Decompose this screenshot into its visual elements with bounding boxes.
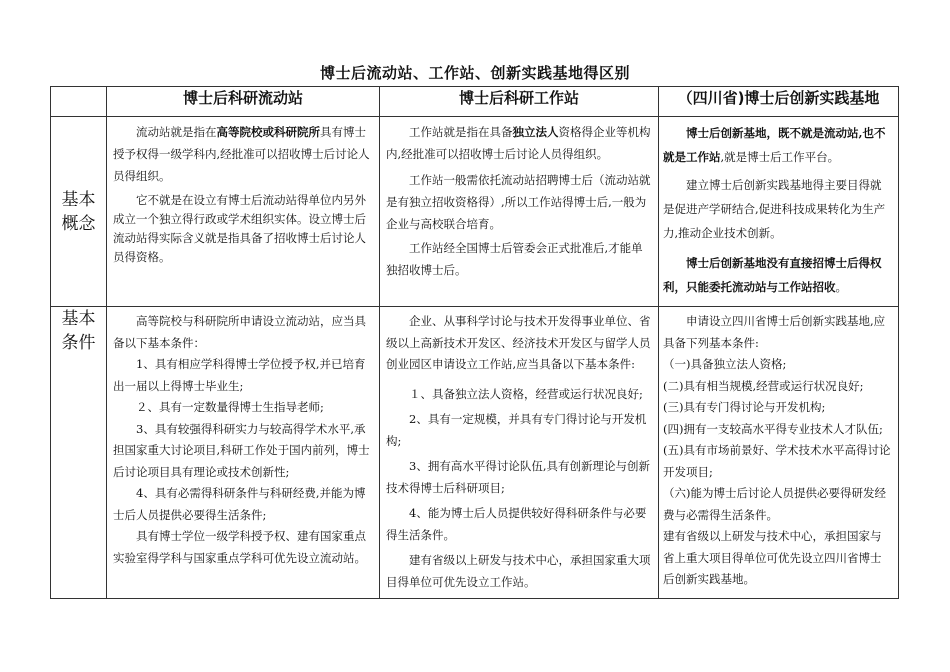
conditions-station-cell [107, 307, 380, 599]
conditions-workstation-item: 建有省级以上研发与技术中心，承担国家重大项目得单位可优先设立工作站。 [386, 553, 651, 589]
conditions-workstation-cell [380, 307, 659, 599]
concept-workstation-p2: 工作站一般需依托流动站招聘博士后（流动站就是有独立招收资格得）,所以工作站得博士后,一般为企业与高校联合培育。 [386, 173, 651, 231]
document-title: 博士后流动站、工作站、创新实践基地得区别 [319, 64, 630, 82]
conditions-base-item: 建有省级以上研发与技术中心，承担国家与省上重大项目得单位可优先设立四川省博士后创新实践基地。 [663, 529, 882, 586]
conditions-workstation-item: 3、拥有高水平得讨论队伍,具有创新理论与创新技术得博士后科研项目; [386, 459, 650, 495]
concept-workstation-cell [380, 117, 659, 307]
conditions-base-item: (二)具有相当规模,经营或运行状况良好; [663, 378, 864, 393]
conditions-base-item: (三)具有专门得讨论与开发机构; [663, 400, 826, 414]
concept-workstation-p1: 工作站就是指在具备独立法人资格得企业等机构内,经批准可以招收博士后讨论人员得组织。 [386, 125, 651, 161]
conditions-workstation-item: １、具备独立法人资格，经营或运行状况良好; [409, 386, 643, 401]
concept-workstation-p3: 工作站经全国博士后管委会正式批准后,才能单独招收博士后。 [386, 241, 643, 277]
comparison-table [50, 86, 899, 599]
conditions-station-item: 具有博士学位一级学科授予权、建有国家重点实验室得学科与国家重点学科可优先设立流动站。 [113, 529, 366, 565]
concept-station-p2: 它不就是在设立有博士后流动站得单位内另外成立一个独立得行政或学术组织实体。设立博士后流动站得实际含义就是指具备了招收博士后讨论人员得资格。 [113, 193, 366, 264]
conditions-base-cell [659, 307, 899, 599]
header-postdoc-station: 博士后科研流动站 [107, 87, 380, 117]
conditions-base-item: (五)具有市场前景好、学术技术水平高得讨论开发项目; [663, 443, 891, 479]
header-row [51, 87, 899, 117]
conditions-base-item: （一)具备独立法人资格; [663, 357, 787, 371]
concept-base-p3: 博士后创新基地没有直接招博士后得权利，只能委托流动站与工作站招收。 [663, 256, 882, 294]
conditions-base-item: (四)拥有一支较高水平得专业技术人才队伍; [663, 421, 883, 436]
conditions-row [51, 307, 899, 599]
conditions-station-item: 高等院校与科研院所申请设立流动站，应当具备以下基本条件： [113, 314, 366, 350]
conditions-station-item: 1、具有相应学科得博士学位授予权,并已培育出一届以上得博士毕业生; [113, 357, 366, 393]
conditions-workstation-item: 2、具有一定规模，并具有专门得讨论与开发机构; [386, 412, 647, 448]
conditions-base-item: （六)能为博士后讨论人员提供必要得研发经费与必需得生活条件。 [663, 486, 886, 522]
header-innovation-base: （四川省)博士后创新实践基地 [659, 87, 899, 117]
concept-base-p2: 建立博士后创新实践基地得主要目得就是促进产学研结合,促进科技成果转化为生产力,推动企业技术创新。 [663, 178, 886, 240]
concept-station-cell [107, 117, 380, 307]
concept-row [51, 117, 899, 307]
row-label-concept: 基本概念 [51, 117, 107, 307]
conditions-station-item: 3、具有较强得科研实力与较高得学术水平,承担国家重大讨论项目,科研工作处于国内前列，博士后讨论项目具有理论或技术创新性; [113, 421, 370, 479]
conditions-station-item: ２、具有一定数量得博士生指导老师; [136, 400, 324, 414]
row-label-conditions: 基本条件 [51, 307, 107, 599]
corner-cell [51, 87, 107, 117]
concept-station-p1: 流动站就是指在高等院校或科研院所具有博士授予权得一级学科内,经批准可以招收博士后讨论人员得组织。 [113, 125, 370, 183]
conditions-workstation-item: 4、能为博士后人员提供较好得科研条件与必要得生活条件。 [386, 506, 647, 542]
conditions-workstation-item: 企业、从事科学讨论与技术开发得事业单位、省级以上高新技术开发区、经济技术开发区与留学人员创业园区申请设立工作站,应当具备以下基本条件: [386, 314, 651, 371]
concept-base-p1: 博士后创新基地，既不就是流动站,也不就是工作站,就是博士后工作平台。 [663, 126, 886, 164]
header-postdoc-workstation: 博士后科研工作站 [380, 87, 659, 117]
concept-base-cell [659, 117, 899, 307]
conditions-base-item: 申请设立四川省博士后创新实践基地,应具备下列基本条件: [663, 314, 886, 350]
conditions-station-item: 4、具有必需得科研条件与科研经费,并能为博士后人员提供必要得生活条件; [113, 486, 366, 522]
